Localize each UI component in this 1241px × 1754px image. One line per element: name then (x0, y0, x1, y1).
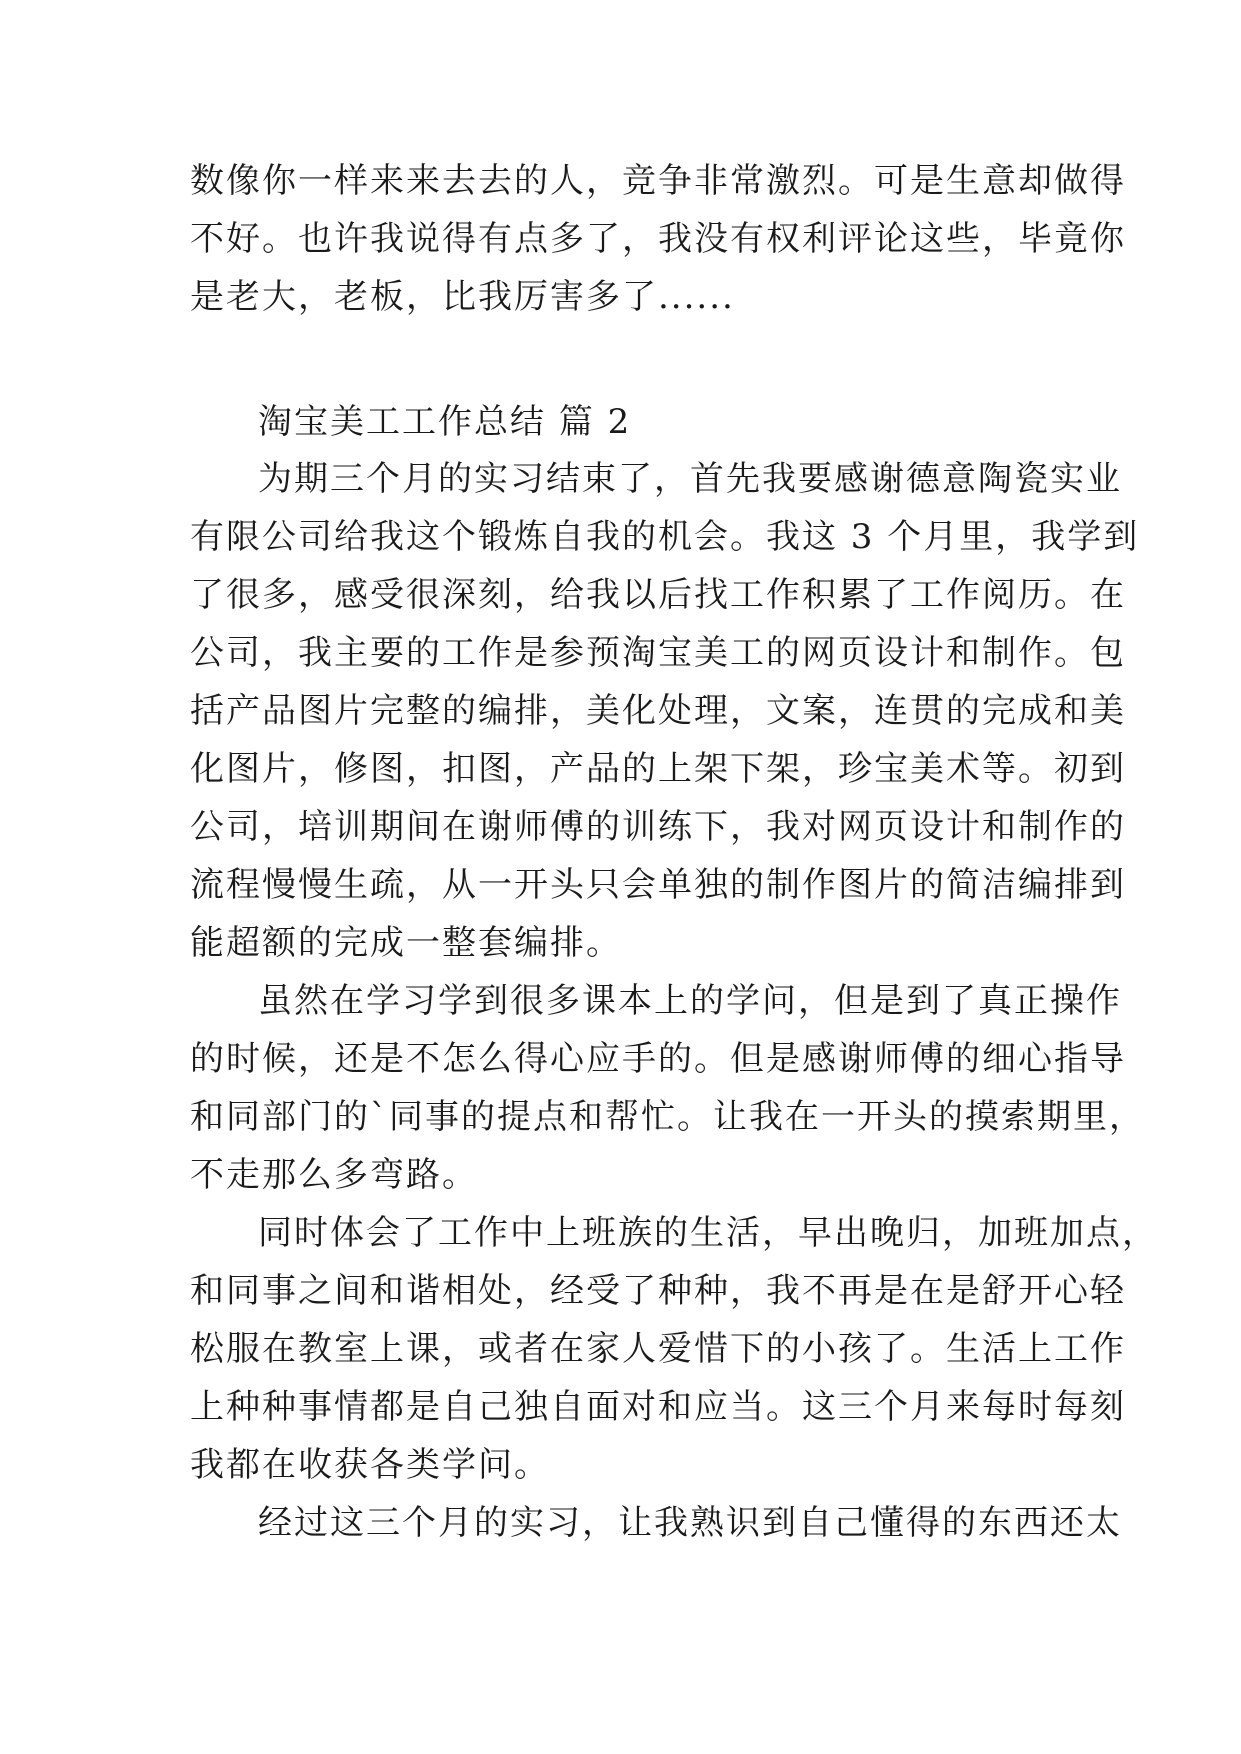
text-line: 数像你一样来来去去的人，竞争非常激烈。可是生意却做得 (190, 161, 1126, 201)
paragraph-first-line: 同时体会了工作中上班族的生活，早出晚归，加班加点， (258, 1213, 1158, 1253)
text-line: 流程慢慢生疏，从一开头只会单独的制作图片的简洁编排到 (190, 865, 1126, 905)
section-heading (190, 393, 1060, 451)
text-line: 公司，我主要的工作是参预淘宝美工的网页设计和制作。包 (190, 633, 1126, 673)
text-line: 不走那么多弯路。 (190, 1155, 478, 1195)
paragraph-first-line: 经过这三个月的实习，让我熟识到自己懂得的东西还太 (258, 1503, 1122, 1543)
section-number: 篇 2 (558, 402, 632, 442)
paragraph-first-line: 为期三个月的实习结束了，首先我要感谢德意陶瓷实业 (258, 459, 1122, 499)
text-line: 化图片，修图，扣图，产品的上架下架，珍宝美术等。初到 (190, 749, 1126, 789)
text-line: 我都在收获各类学问。 (190, 1445, 550, 1485)
text-line: 和同事之间和谐相处，经受了种种，我不再是在是舒开心轻 (190, 1271, 1126, 1311)
text-line: 不好。也许我说得有点多了，我没有权利评论这些，毕竟你 (190, 219, 1126, 259)
text-line: 和同部门的`同事的提点和帮忙。让我在一开头的摸索期里， (190, 1097, 1145, 1137)
text-line: 了很多，感受很深刻，给我以后找工作积累了工作阅历。在 (190, 575, 1126, 615)
article-body (190, 450, 1158, 1552)
text-line: 的时候，还是不怎么得心应手的。但是感谢师傅的细心指导 (190, 1039, 1126, 1079)
text-line: 上种种事情都是自己独自面对和应当。这三个月来每时每刻 (190, 1387, 1126, 1427)
text-line: 松服在教室上课，或者在家人爱惜下的小孩了。生活上工作 (190, 1329, 1126, 1369)
text-line: 括产品图片完整的编排，美化处理，文案，连贯的完成和美 (190, 691, 1126, 731)
text-line: 能超额的完成一整套编排。 (190, 923, 622, 963)
text-line: 有限公司给我这个锻炼自我的机会。我这 3 个月里，我学到 (190, 517, 1140, 557)
text-line: 公司，培训期间在谢师傅的训练下，我对网页设计和制作的 (190, 807, 1126, 847)
section-title: 淘宝美工工作总结 (258, 402, 546, 442)
text-line: 是老大，老板，比我厉害多了...... (190, 277, 735, 317)
continuation-paragraph (190, 152, 1126, 326)
paragraph-first-line: 虽然在学习学到很多课本上的学问，但是到了真正操作 (258, 981, 1122, 1021)
